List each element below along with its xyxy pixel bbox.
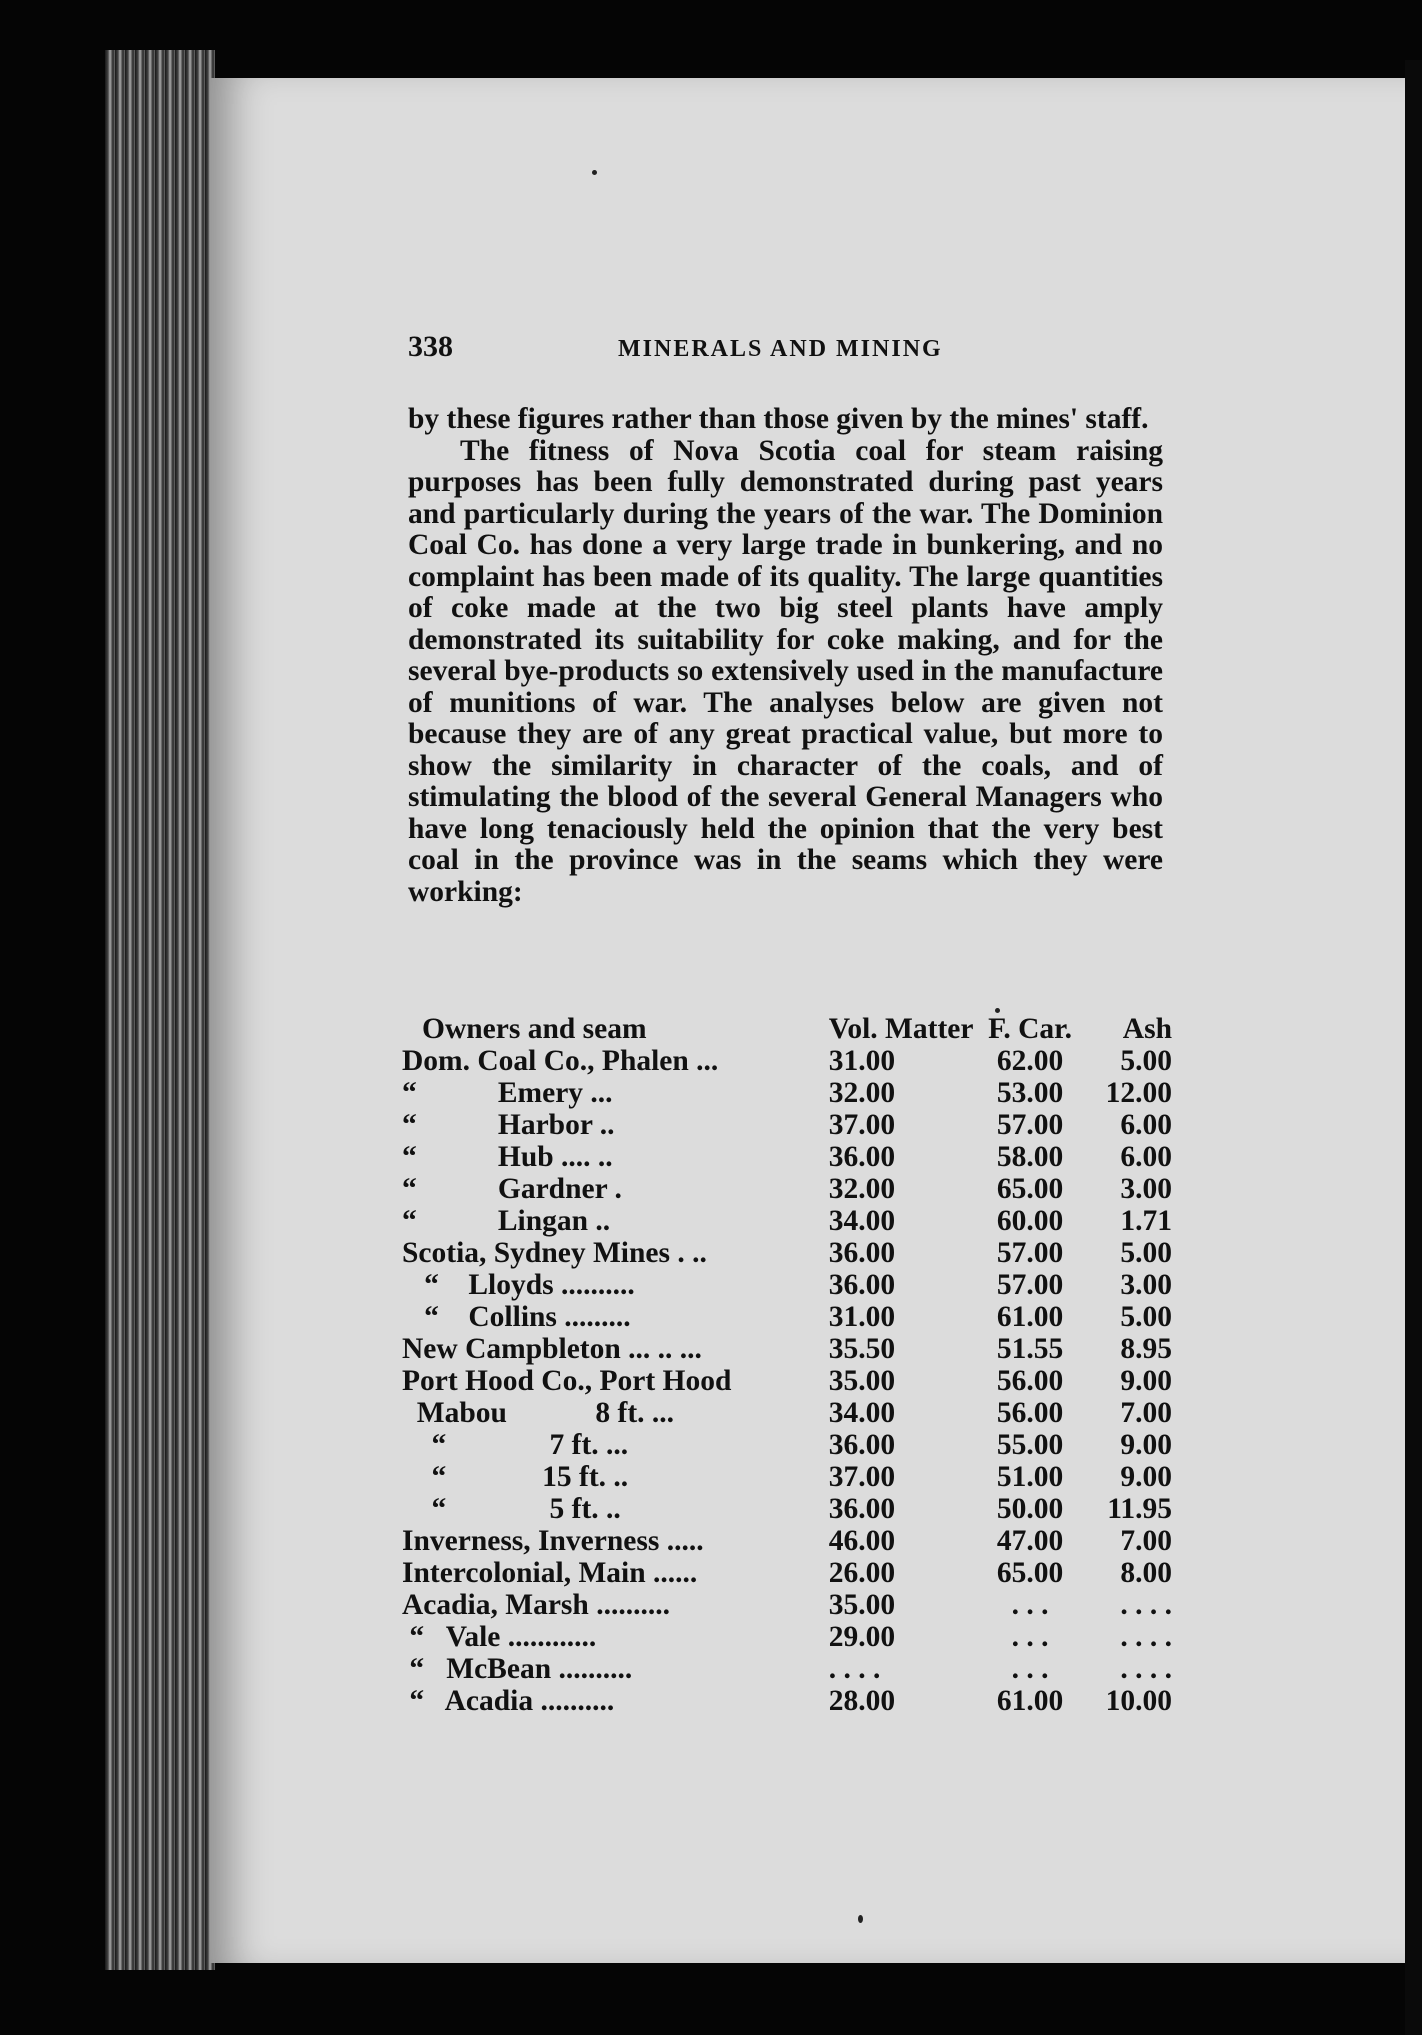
cell-owner-seam: “ Lloyds .......... [402,1269,635,1301]
table-row [402,1653,1172,1685]
table-row [402,1269,1172,1301]
cell-owner-seam: “ Acadia .......... [402,1685,615,1717]
cell-vol-matter: . . . . [828,1653,881,1685]
cell-owner-seam: “ Vale ............ [402,1621,597,1653]
cell-owner-seam: “ Gardner . [402,1173,622,1205]
table-row [402,1173,1172,1205]
cell-vol-matter: 32.00 [828,1077,896,1109]
cell-fixed-carbon: . . . [1011,1621,1049,1653]
cell-owner-seam: Intercolonial, Main ...... [402,1557,698,1589]
cell-ash: 6.00 [1120,1109,1172,1141]
cell-vol-matter: 28.00 [828,1685,896,1717]
column-header-owners: Owners and seam [422,1013,647,1045]
cell-vol-matter: 29.00 [828,1621,896,1653]
table-row [402,1397,1172,1429]
cell-vol-matter: 36.00 [828,1429,896,1461]
cell-owner-seam: “ 7 ft. ... [402,1429,629,1461]
cell-owner-seam: Inverness, Inverness ..... [402,1525,704,1557]
cell-vol-matter: 46.00 [828,1525,896,1557]
cell-fixed-carbon: . . . [1011,1653,1049,1685]
cell-fixed-carbon: 61.00 [996,1685,1064,1717]
cell-fixed-carbon: 57.00 [996,1237,1064,1269]
cell-vol-matter: 31.00 [828,1301,896,1333]
cell-ash: 8.00 [1120,1557,1172,1589]
cell-fixed-carbon: 53.00 [996,1077,1064,1109]
cell-fixed-carbon: . . . [1011,1589,1049,1621]
cell-vol-matter: 36.00 [828,1269,896,1301]
page-header [408,330,1168,370]
cell-ash: 6.00 [1120,1141,1172,1173]
cell-fixed-carbon: 51.55 [996,1333,1064,1365]
table-row [402,1365,1172,1397]
table-row [402,1077,1172,1109]
cell-fixed-carbon: 62.00 [996,1045,1064,1077]
cell-vol-matter: 37.00 [828,1461,896,1493]
book-page-edges [105,50,215,1970]
cell-owner-seam: “ Harbor .. [402,1109,615,1141]
cell-ash: 7.00 [1120,1397,1172,1429]
cell-vol-matter: 34.00 [828,1205,896,1237]
cell-ash: 1.71 [1120,1205,1172,1237]
table-header-row [402,1013,1172,1045]
cell-ash: . . . . [1120,1589,1172,1621]
cell-vol-matter: 35.00 [828,1589,896,1621]
cell-owner-seam: Mabou 8 ft. ... [402,1397,675,1429]
cell-fixed-carbon: 57.00 [996,1269,1064,1301]
table-row [402,1429,1172,1461]
cell-ash: . . . . [1120,1621,1172,1653]
cell-owner-seam: “ McBean .......... [402,1653,633,1685]
table-row [402,1493,1172,1525]
cell-ash: 9.00 [1120,1365,1172,1397]
cell-ash: 12.00 [1105,1077,1172,1109]
table-row [402,1461,1172,1493]
cell-vol-matter: 36.00 [828,1141,896,1173]
cell-fixed-carbon: 56.00 [996,1365,1064,1397]
cell-fixed-carbon: 65.00 [996,1173,1064,1205]
paragraph: by these figures rather than those given by the mines' staff. [408,403,1149,435]
cell-ash: 7.00 [1120,1525,1172,1557]
cell-owner-seam: “ Collins ......... [402,1301,631,1333]
cell-vol-matter: 36.00 [828,1237,896,1269]
cell-owner-seam: “ 5 ft. .. [402,1493,621,1525]
cell-fixed-carbon: 56.00 [996,1397,1064,1429]
cell-ash: 11.95 [1107,1493,1172,1525]
table-row [402,1205,1172,1237]
cell-ash: 5.00 [1120,1301,1172,1333]
cell-vol-matter: 26.00 [828,1557,896,1589]
table-row [402,1333,1172,1365]
cell-vol-matter: 37.00 [828,1109,896,1141]
cell-fixed-carbon: 58.00 [996,1141,1064,1173]
cell-owner-seam: Port Hood Co., Port Hood [402,1365,732,1397]
table-row [402,1589,1172,1621]
column-header-vol-matter: Vol. Matter [828,1013,974,1045]
running-title: MINERALS AND MINING [618,336,943,362]
table-row [402,1557,1172,1589]
cell-owner-seam: “ Lingan .. [402,1205,611,1237]
table-row [402,1237,1172,1269]
scan-speck [858,1915,863,1923]
cell-fixed-carbon: 50.00 [996,1493,1064,1525]
table-row [402,1525,1172,1557]
cell-fixed-carbon: 55.00 [996,1429,1064,1461]
scan-speck [592,170,597,175]
cell-fixed-carbon: 61.00 [996,1301,1064,1333]
cell-vol-matter: 32.00 [828,1173,896,1205]
cell-ash: 5.00 [1120,1045,1172,1077]
table-row [402,1109,1172,1141]
cell-owner-seam: Dom. Coal Co., Phalen ... [402,1045,719,1077]
cell-fixed-carbon: 47.00 [996,1525,1064,1557]
cell-owner-seam: Acadia, Marsh .......... [402,1589,670,1621]
scan-border [1405,60,1422,2035]
cell-ash: 9.00 [1120,1429,1172,1461]
cell-fixed-carbon: 65.00 [996,1557,1064,1589]
table-row [402,1045,1172,1077]
cell-vol-matter: 35.50 [828,1333,896,1365]
column-header-fixed-carbon: F. Car. [988,1013,1072,1045]
cell-owner-seam: “ Hub .... .. [402,1141,613,1173]
cell-vol-matter: 35.00 [828,1365,896,1397]
cell-ash: 10.00 [1105,1685,1172,1717]
cell-fixed-carbon: 60.00 [996,1205,1064,1237]
cell-owner-seam: New Campbleton ... .. ... [402,1333,702,1365]
table-row [402,1141,1172,1173]
coal-analysis-table [402,1013,1172,1717]
cell-vol-matter: 31.00 [828,1045,896,1077]
cell-ash: 3.00 [1120,1173,1172,1205]
cell-owner-seam: “ 15 ft. .. [402,1461,629,1493]
column-header-ash: Ash [1122,1013,1172,1045]
body-text [408,404,1163,908]
cell-ash: 8.95 [1120,1333,1172,1365]
cell-vol-matter: 34.00 [828,1397,896,1429]
scan-speck [995,1008,1000,1013]
cell-ash: 5.00 [1120,1237,1172,1269]
cell-owner-seam: “ Emery ... [402,1077,613,1109]
cell-fixed-carbon: 57.00 [996,1109,1064,1141]
cell-ash: 9.00 [1120,1461,1172,1493]
paragraph: The fitness of Nova Scotia coal for steam raising purposes has been fully demonstrated during past years and particularly during the years of the war. The Dominion Coal Co. has done a very large trade in bunkering, and no complaint has been made of its quality. The large quantities of coke made at the two big steel plants have amply demonstrated its suitability for coke making, and for the several bye-products so extensively used in the manufacture of munitions of war. The analyses below are given not because they are of any great practical value, but more to show the similarity in character of the coals, and of stimulating the blood of the several General Managers who have long tenaciously held the opinion that the very best coal in the province was in the seams which they were working: [408,434,1163,908]
cell-vol-matter: 36.00 [828,1493,896,1525]
page-number: 338 [408,330,453,363]
cell-ash: 3.00 [1120,1269,1172,1301]
cell-ash: . . . . [1120,1653,1172,1685]
cell-owner-seam: Scotia, Sydney Mines . .. [402,1237,707,1269]
table-row [402,1621,1172,1653]
table-row [402,1301,1172,1333]
cell-fixed-carbon: 51.00 [996,1461,1064,1493]
table-row [402,1685,1172,1717]
